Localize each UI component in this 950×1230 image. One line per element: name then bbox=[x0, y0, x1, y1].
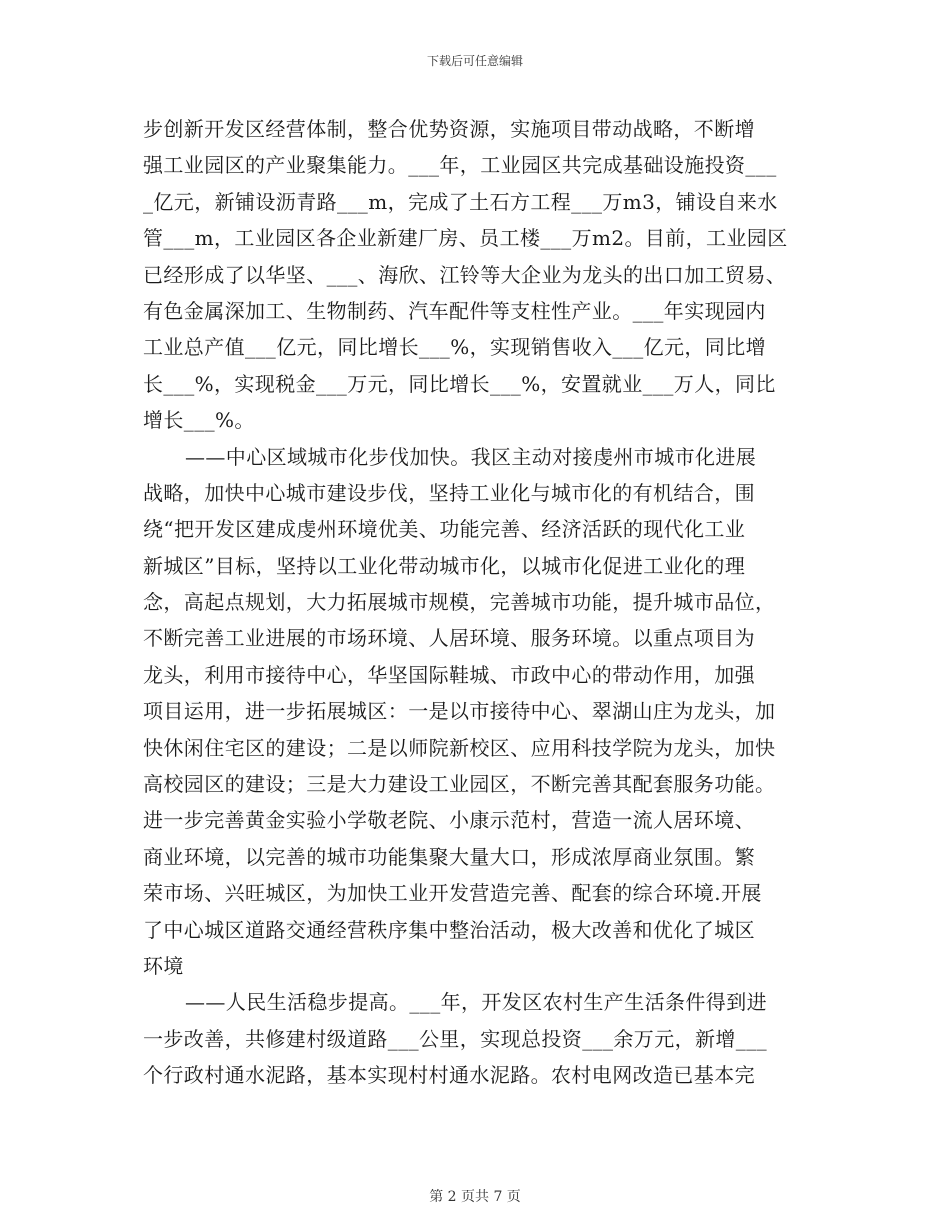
text-line: 有色金属深加工、生物制药、汽车配件等支柱性产业。___年实现园内 bbox=[143, 298, 766, 323]
text-line: 环境 bbox=[143, 953, 184, 978]
text-line: 高校园区的建设；三是大力建设工业园区，不断完善其配套服务功能。 bbox=[143, 772, 776, 797]
text-line: 管___m，工业园区各企业新建厂房、员工楼___万m2。目前，工业园区 bbox=[143, 226, 788, 251]
text-line: 增长___%。 bbox=[143, 408, 255, 433]
text-line: 长___%，实现税金___万元，同比增长___%，安置就业___万人，同比 bbox=[143, 371, 776, 396]
text-line: 战略，加快中心城市建设步伐，坚持工业化与城市化的有机结合，围 bbox=[143, 480, 755, 505]
text-line: 项目运用，进一步拓展城区：一是以市接待中心、翠湖山庄为龙头，加 bbox=[143, 699, 776, 724]
text-line: 已经形成了以华坚、___、海欣、江铃等大企业为龙头的出口加工贸易、 bbox=[143, 262, 787, 287]
text-line: 了中心城区道路交通经营秩序集中整治活动，极大改善和优化了城区 bbox=[143, 917, 755, 942]
text-line: _亿元，新铺设沥青路___m，完成了土石方工程___万m3，铺设自来水 bbox=[143, 189, 778, 214]
page-header: 下载后可任意编辑 bbox=[426, 54, 523, 68]
page-footer: 第 2 页共 7 页 bbox=[429, 1189, 521, 1205]
text-line: 一步改善，共修建村级道路___公里，实现总投资___余万元，新增___ bbox=[143, 1026, 767, 1051]
paragraph-start-line: ——人民生活稳步提高。___年，开发区农村生产生活条件得到进 bbox=[185, 990, 767, 1015]
text-line: 强工业园区的产业聚集能力。___年，工业园区共完成基础设施投资___ bbox=[143, 153, 777, 178]
text-line: 快休闲住宅区的建设；二是以师院新校区、应用科技学院为龙头，加快 bbox=[143, 735, 776, 760]
text-line: 工业总产值___亿元，同比增长___%，实现销售收入___亿元，同比增 bbox=[143, 335, 767, 360]
text-line: 商业环境，以完善的城市功能集聚大量大口，形成浓厚商业氛围。繁 bbox=[143, 844, 755, 869]
text-line: 步创新开发区经营体制，整合优势资源，实施项目带动战略，不断增 bbox=[143, 117, 755, 141]
text-line: 龙头，利用市接待中心，华坚国际鞋城、市政中心的带动作用，加强 bbox=[143, 662, 755, 687]
text-line: 绕“把开发区建成虔州环境优美、功能完善、经济活跃的现代化工业 bbox=[143, 517, 746, 542]
text-line: 个行政村通水泥路，基本实现村村通水泥路。农村电网改造已基本完 bbox=[143, 1063, 755, 1088]
text-line: 新城区”目标，坚持以工业化带动城市化，以城市化促进工业化的理 bbox=[143, 553, 746, 578]
text-line: 不断完善工业进展的市场环境、人居环境、服务环境。以重点项目为 bbox=[143, 626, 755, 651]
text-line: 念，高起点规划，大力拓展城市规模，完善城市功能，提升城市品位， bbox=[143, 590, 776, 615]
paragraph-start-line: ——中心区域城市化步伐加快。我区主动对接虔州市城市化进展 bbox=[185, 444, 757, 469]
text-line: 荣市场、兴旺城区，为加快工业开发营造完善、配套的综合环境.开展 bbox=[143, 881, 762, 906]
document-body bbox=[143, 111, 811, 1094]
text-line: 进一步完善黄金实验小学敬老院、小康示范村，营造一流人居环境、 bbox=[143, 808, 755, 833]
